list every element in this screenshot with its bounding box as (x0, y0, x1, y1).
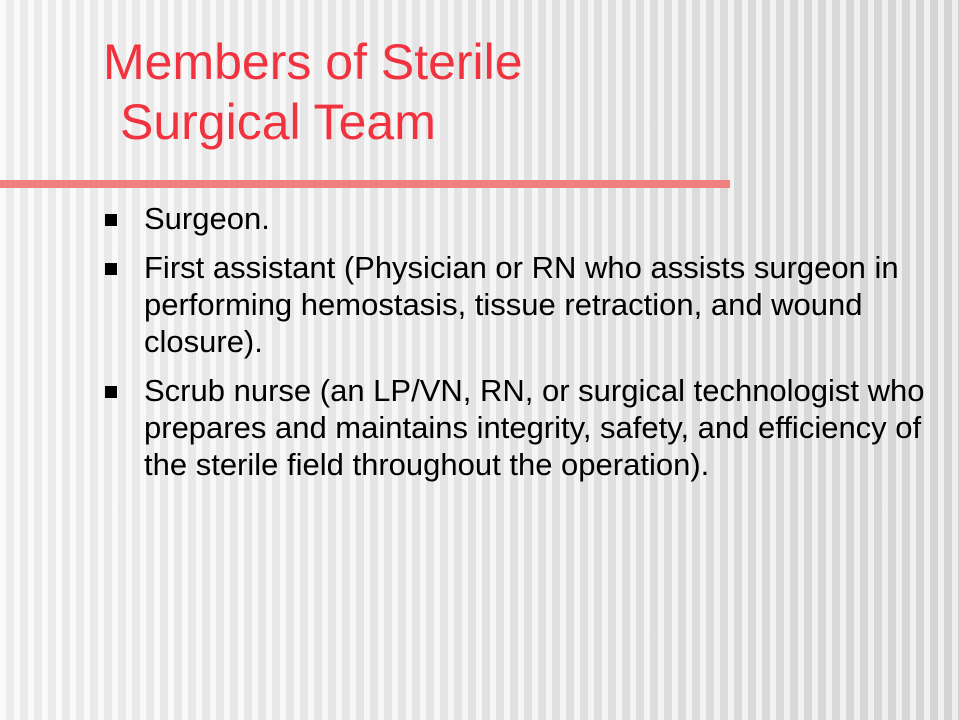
slide-title-line-1: Members of Sterile (103, 34, 523, 90)
bullet-item (103, 249, 953, 360)
bullet-item (103, 372, 953, 483)
square-bullet-icon (105, 386, 117, 398)
square-bullet-icon (105, 263, 117, 275)
bullet-text: Scrub nurse (an LP/VN, RN, or surgical technologist who prepares and maintains integrity, safety, and efficiency of the sterile field throughout the operation). (144, 373, 925, 482)
bullet-list (103, 200, 953, 495)
slide-title (103, 32, 523, 152)
title-divider (0, 180, 730, 188)
bullet-item (103, 200, 953, 237)
bullet-text: First assistant (Physician or RN who assists surgeon in performing hemostasis, tissue retraction, and wound closure). (144, 250, 899, 359)
square-bullet-icon (105, 214, 117, 226)
bullet-text: Surgeon. (144, 201, 270, 236)
slide-title-line-2: Surgical Team (120, 94, 436, 150)
